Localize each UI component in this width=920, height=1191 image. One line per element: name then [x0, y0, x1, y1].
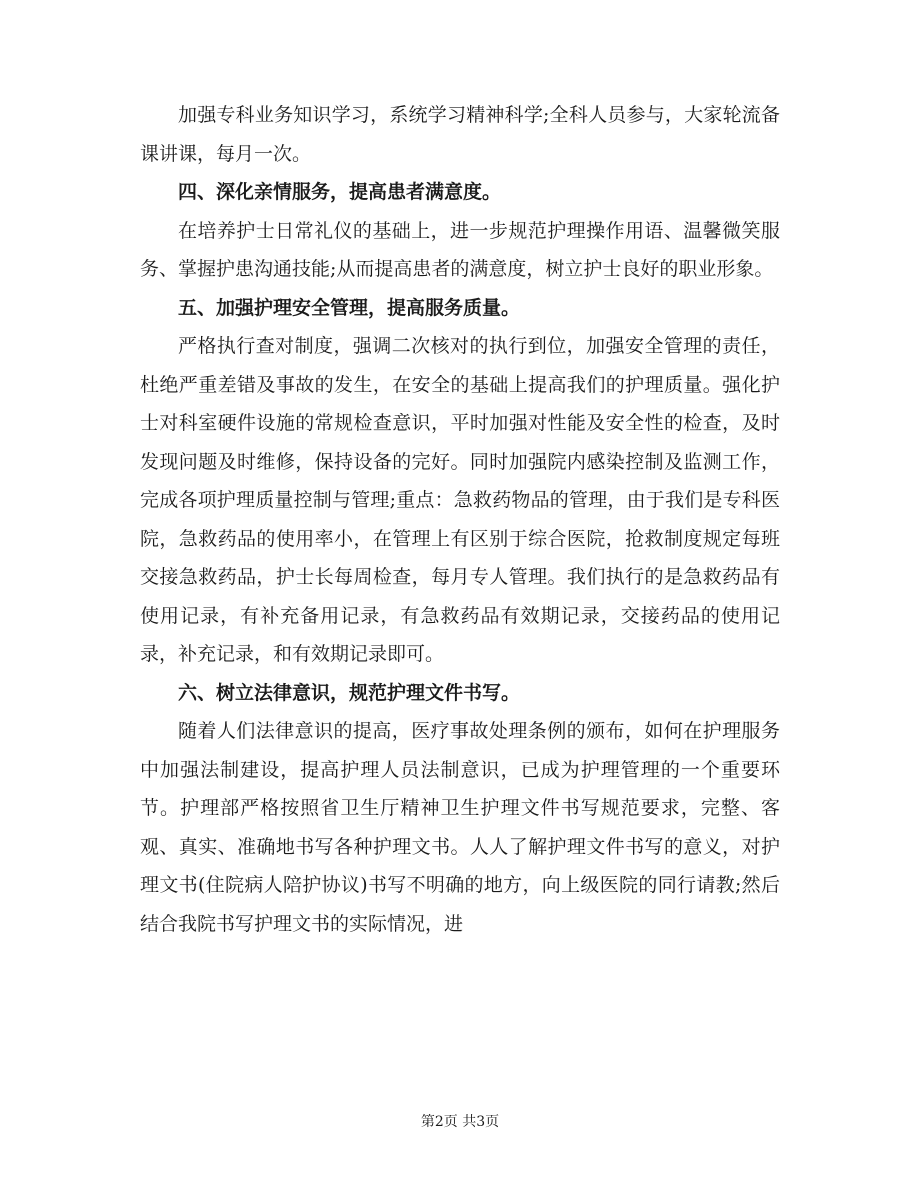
paragraph-safety: 严格执行查对制度，强调二次核对的执行到位，加强安全管理的责任，杜绝严重差错及事故的发生，在安全的基础上提高我们的护理质量。强化护士对科室硬件设施的常规检查意识，平时加强对性能及安全性的检查，及时发现问题及时维修，保持设备的完好。同时加强院内感染控制及监测工作，完成各项护理质量控制与管理;重点：急救药物品的管理，由于我们是专科医院，急救药品的使用率小，在管理上有区别于综合医院，抢救制度规定每班交接急救药品，护士长每周检查，每月专人管理。我们执行的是急救药品有使用记录，有补充备用记录，有急救药品有效期记录，交接药品的使用记录，补充记录，和有效期记录即可。	[140, 335, 780, 665]
paragraph-law: 随着人们法律意识的提高，医疗事故处理条例的颁布，如何在护理服务中加强法制建设，提高护理人员法制意识，已成为护理管理的一个重要环节。护理部严格按照省卫生厅精神卫生护理文件书写规范要求，完整、客观、真实、准确地书写各种护理文书。人人了解护理文件书写的意义，对护理文书(住院病人陪护协议)书写不明确的地方，向上级医院的同行请教;然后结合我院书写护理文书的实际情况，进	[140, 720, 780, 935]
section-heading-5: 五、加强护理安全管理，提高服务质量。	[178, 296, 521, 319]
page-number: 第2页 共3页	[420, 1114, 500, 1130]
section-heading-4: 四、深化亲情服务，提高患者满意度。	[178, 181, 502, 203]
section-heading-6: 六、树立法律意识，规范护理文件书写。	[178, 681, 521, 704]
document-body	[140, 96, 780, 943]
paragraph-service: 在培养护士日常礼仪的基础上，进一步规范护理操作用语、温馨微笑服务、掌握护患沟通技能;从而提高患者的满意度，树立护士良好的职业形象。	[140, 219, 780, 280]
paragraph-study: 加强专科业务知识学习，系统学习精神科学;全科人员参与，大家轮流备课讲课，每月一次。	[140, 104, 780, 165]
